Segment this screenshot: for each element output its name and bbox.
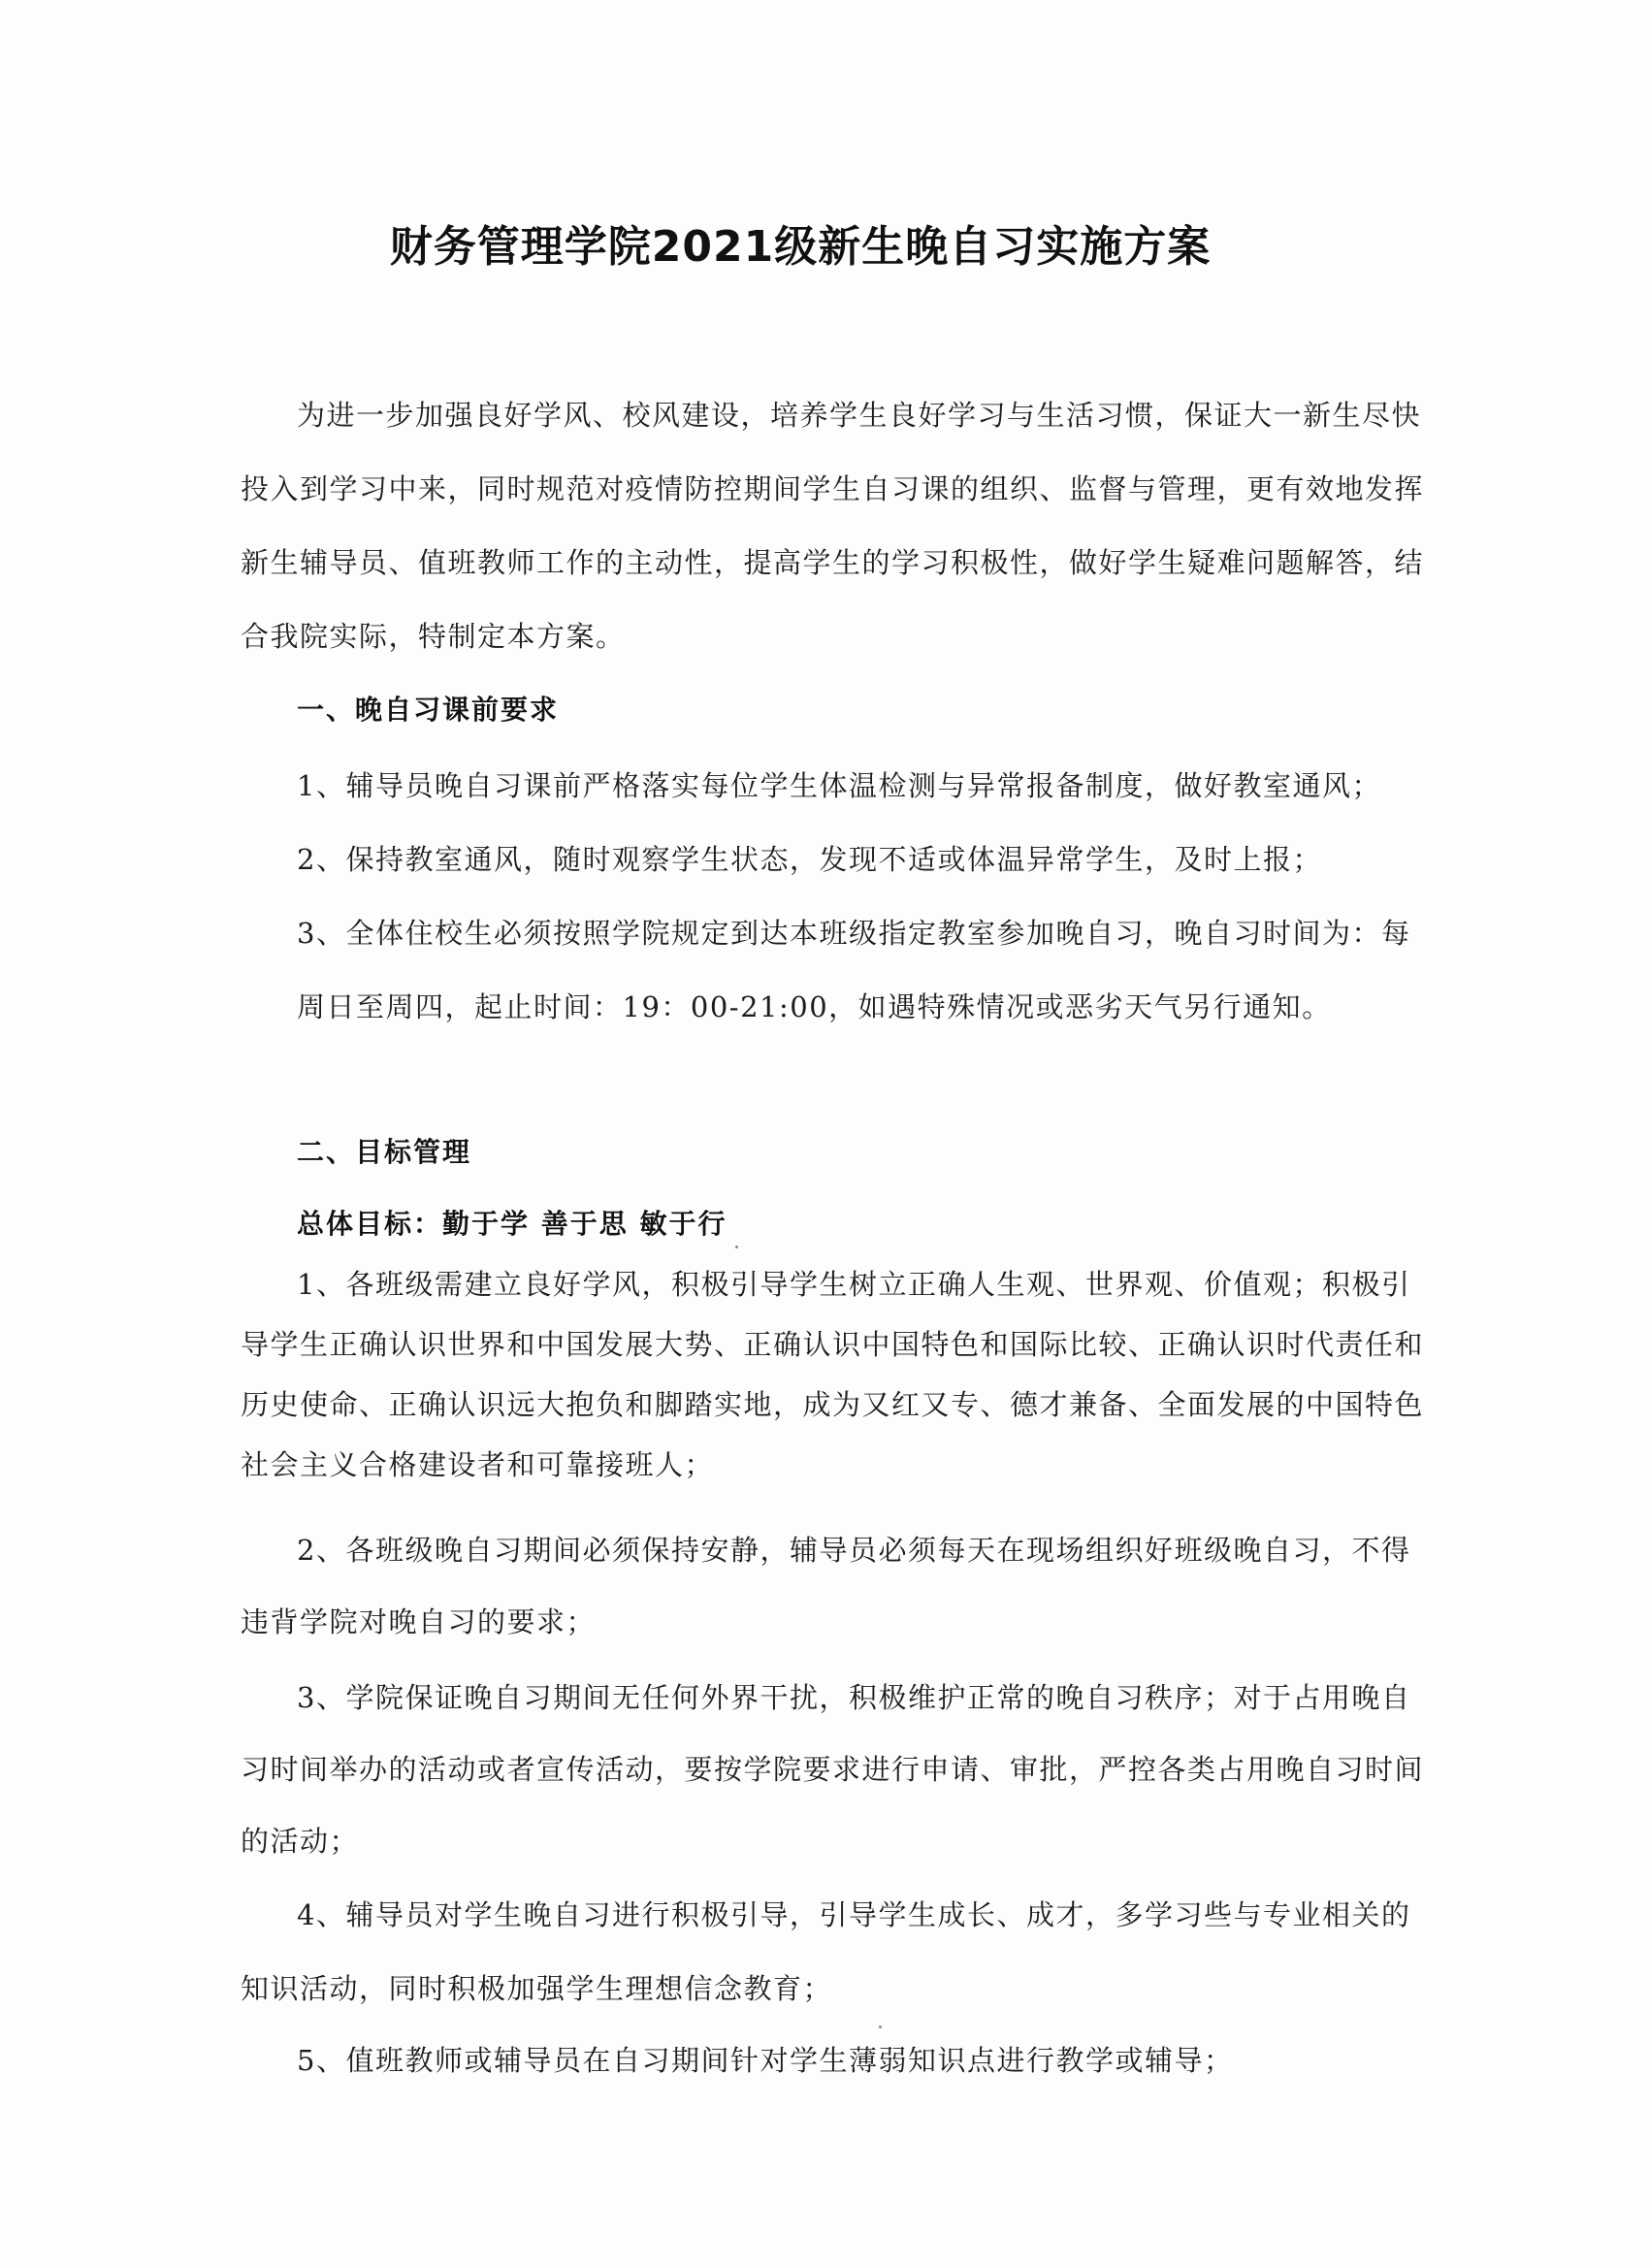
- section-1-item: 周日至周四，起止时间：19：00-21:00，如遇特殊情况或恶劣天气另行通知。: [297, 990, 1332, 1023]
- section-2-item: 违背学院对晚自习的要求；: [241, 1605, 597, 1638]
- section-2-item: 知识活动，同时积极加强学生理想信念教育；: [241, 1972, 833, 2005]
- section-2-item: 的活动；: [241, 1825, 360, 1858]
- section-2-heading: 二、目标管理: [297, 1136, 472, 1168]
- section-2-item: 2、各班级晚自习期间必须保持安静，辅导员必须每天在现场组织好班级晚自习，不得: [297, 1534, 1411, 1567]
- intro-line: 新生辅导员、值班教师工作的主动性，提高学生的学习积极性，做好学生疑难问题解答，结: [241, 546, 1425, 579]
- section-2-goal: 总体目标：勤于学 善于思 敏于行: [297, 1208, 728, 1240]
- section-2-item: 历史使命、正确认识远大抱负和脚踏实地，成为又红又专、德才兼备、全面发展的中国特色: [241, 1388, 1425, 1421]
- intro-line: 合我院实际，特制定本方案。: [241, 620, 626, 653]
- section-1-item: 2、保持教室通风，随时观察学生状态，发现不适或体温异常学生，及时上报；: [297, 843, 1322, 876]
- intro-line: 为进一步加强良好学风、校风建设，培养学生良好学习与生活习惯，保证大一新生尽快: [297, 399, 1422, 432]
- section-1-heading: 一、晚自习课前要求: [297, 694, 560, 726]
- section-2-item: 社会主义合格建设者和可靠接班人；: [241, 1448, 715, 1481]
- section-1-item: 3、全体住校生必须按照学院规定到达本班级指定教室参加晚自习，晚自习时间为：每: [297, 917, 1411, 950]
- section-2-item: 4、辅导员对学生晚自习进行积极引导，引导学生成长、成才，多学习些与专业相关的: [297, 1898, 1411, 1931]
- section-2-item: 5、值班教师或辅导员在自习期间针对学生薄弱知识点进行教学或辅导；: [297, 2044, 1234, 2077]
- section-2-item: 习时间举办的活动或者宣传活动，要按学院要求进行申请、审批，严控各类占用晚自习时间: [241, 1753, 1425, 1786]
- scan-speck: [735, 1246, 738, 1248]
- section-2-item: 1、各班级需建立良好学风，积极引导学生树立正确人生观、世界观、价值观；积极引: [297, 1268, 1411, 1301]
- scan-speck: [879, 2025, 882, 2028]
- section-1-item: 1、辅导员晚自习课前严格落实每位学生体温检测与异常报备制度，做好教室通风；: [297, 769, 1381, 802]
- section-2-item: 3、学院保证晚自习期间无任何外界干扰，积极维护正常的晚自习秩序；对于占用晚自: [297, 1681, 1411, 1714]
- section-2-item: 导学生正确认识世界和中国发展大势、正确认识中国特色和国际比较、正确认识时代责任和: [241, 1328, 1425, 1361]
- intro-line: 投入到学习中来，同时规范对疫情防控期间学生自习课的组织、监督与管理，更有效地发挥: [241, 472, 1425, 505]
- document-title: 财务管理学院2021级新生晚自习实施方案: [389, 222, 1212, 272]
